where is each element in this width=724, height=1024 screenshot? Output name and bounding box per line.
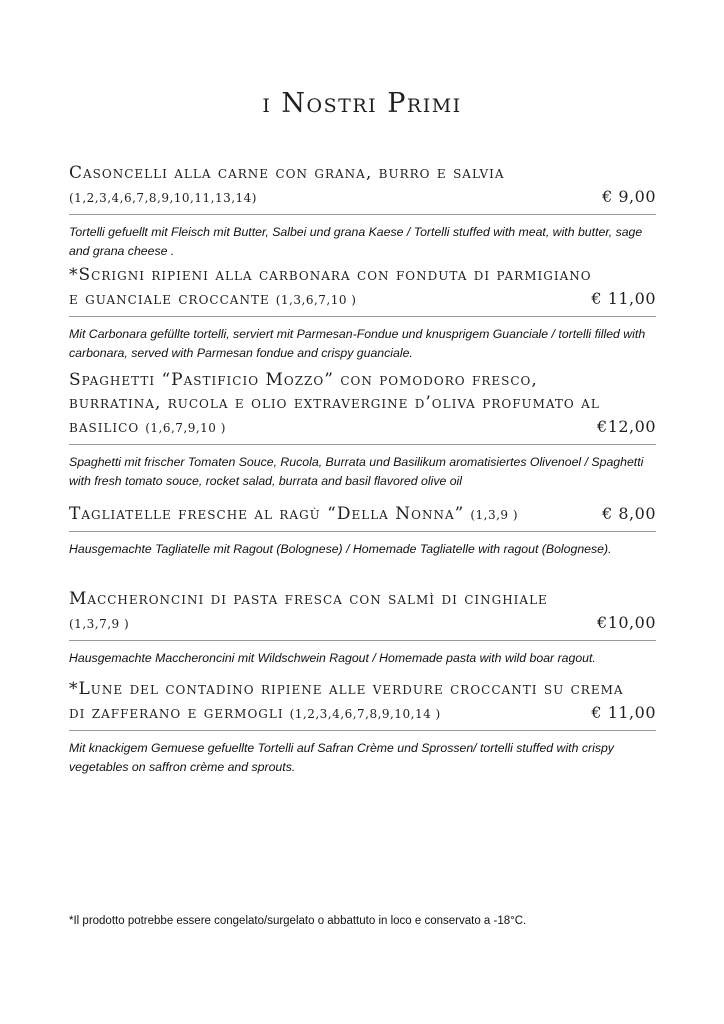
menu-item (69, 678, 656, 777)
allergen-codes: (1,2,3,4,6,7,8,9,10,14 ) (289, 707, 441, 721)
divider (69, 730, 656, 731)
dish-price: € 11,00 (591, 703, 656, 722)
dish-name-line: *Scrigni ripieni alla carbonara con fonduta di parmigiano (69, 265, 592, 285)
dish-name-line: Tagliatelle fresche al ragù “Della Nonna” (69, 504, 465, 524)
dish-price: € 9,00 (602, 187, 656, 206)
dish-name (69, 588, 656, 636)
dish-name-line: di zafferano e germogli (69, 703, 284, 723)
divider (69, 214, 656, 215)
menu-item (69, 369, 656, 491)
menu-item (69, 588, 656, 668)
dish-name-line: Maccheroncini di pasta fresca con salmì di cinghiale (69, 589, 548, 609)
dish-name (69, 369, 656, 440)
allergen-codes: (1,3,6,7,10 ) (275, 293, 357, 307)
dish-description: Mit Carbonara gefüllte tortelli, serviert mit Parmesan-Fondue und knusprigem Guanciale / tortelli filled with carbonara, served with Parmesan fondue and crispy guanciale. (69, 327, 646, 360)
divider (69, 531, 656, 532)
menu-item (69, 264, 656, 363)
dish-description: Hausgemachte Maccheroncini mit Wildschwein Ragout / Homemade pasta with wild boar ragout. (69, 651, 596, 665)
allergen-codes: (1,3,9 ) (470, 508, 519, 522)
dish-name-line: e guanciale croccante (69, 289, 270, 309)
dish-price: € 11,00 (591, 289, 656, 308)
allergen-codes: (1,6,7,9,10 ) (145, 421, 226, 435)
dish-price: €12,00 (597, 417, 656, 436)
dish-name-line: basilico (69, 417, 140, 437)
dish-name-line: *Lune del contadino ripiene alle verdure croccanti su crema (69, 679, 624, 699)
dish-name-line: Spaghetti “Pastificio Mozzo” con pomodoro fresco, (69, 370, 538, 390)
allergen-codes: (1,3,7,9 ) (69, 617, 130, 631)
divider (69, 444, 656, 445)
menu-item (69, 162, 656, 261)
dish-description: Hausgemachte Tagliatelle mit Ragout (Bolognese) / Homemade Tagliatelle with ragout (Bolognese). (69, 542, 612, 556)
divider (69, 640, 656, 641)
dish-description: Spaghetti mit frischer Tomaten Souce, Rucola, Burrata und Basilikum aromatisiertes Olivenoel / Spaghetti with fresh tomato souce, rocket salad, burrata and basil flavored olive oil (69, 455, 644, 488)
dish-name-line: burratina, rucola e olio extravergine d’oliva profumato al (69, 393, 600, 413)
menu-item (69, 502, 656, 559)
dish-name (69, 264, 656, 312)
dish-price: € 8,00 (602, 504, 656, 523)
divider (69, 316, 656, 317)
dish-description: Mit knackigem Gemuese gefuellte Tortelli auf Safran Crème und Sprossen/ tortelli stuffed with crispy vegetables on saffron crème and sprouts. (69, 741, 614, 774)
dish-name-line: Casoncelli alla carne con grana, burro e salvia (69, 163, 505, 183)
dish-description: Tortelli gefuellt mit Fleisch mit Butter, Salbei und grana Kaese / Tortelli stuffed with meat, with butter, sage and grana cheese . (69, 225, 643, 258)
dish-name (69, 502, 656, 527)
dish-price: €10,00 (597, 613, 656, 632)
allergen-codes: (1,2,3,4,6,7,8,9,10,11,13,14) (69, 191, 257, 205)
footnote: *Il prodotto potrebbe essere congelato/surgelato o abbattuto in loco e conservato a -18°C. (69, 915, 527, 927)
dish-name (69, 678, 656, 726)
page-title: i Nostri Primi (262, 88, 462, 119)
dish-name (69, 162, 656, 210)
